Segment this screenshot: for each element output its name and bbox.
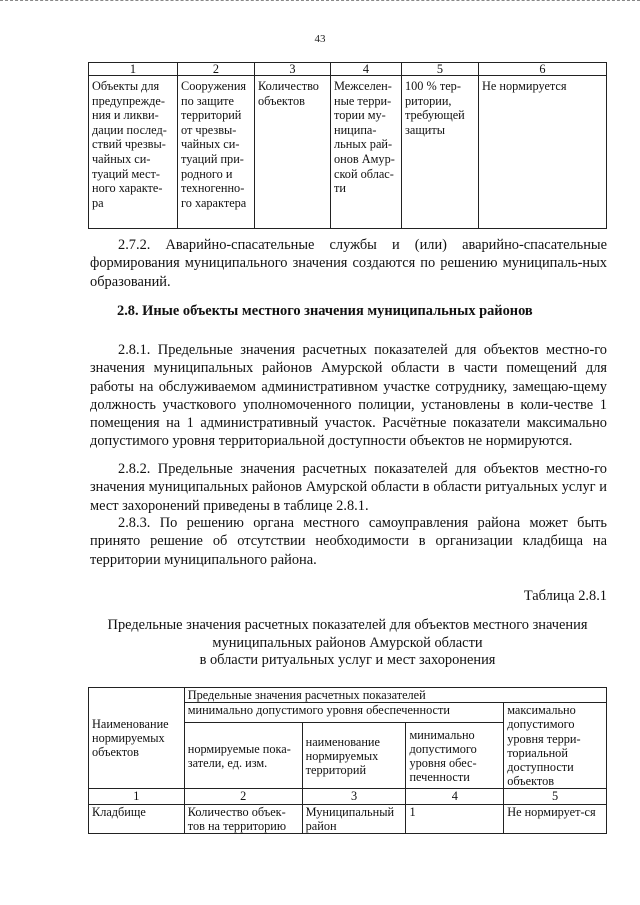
table-header-cell: минимально допустимого уровня обеспеченности	[184, 703, 503, 723]
table-cell: 1	[406, 804, 504, 833]
table-header-row	[89, 63, 607, 76]
table-header-cell: Предельные значения расчетных показателей	[184, 688, 606, 703]
table-title-line: в области ритуальных услуг и мест захоронения	[199, 652, 496, 668]
table-header-cell: 1	[89, 789, 185, 804]
section-heading-2-8: 2.8. Иные объекты местного значения муниципальных районов	[117, 303, 533, 319]
table-header-cell	[504, 703, 607, 789]
table-header-cell: 3	[255, 63, 331, 76]
table-row	[89, 76, 607, 229]
max-group-rest: допустимого уровня терри-ториальной доступности объектов	[507, 717, 581, 789]
paragraph-2-8-1: 2.8.1. Предельные значения расчетных показателей для объектов местно-го значения муниципальных районов Амурской области в части помещений для работы на обслуживаемом административном участке сотруднику, замещаю-щему должность участкового уполномоченного полиции, установлены в коли-честве 1 помещения на 1 административный участок. Расчётные показатели максимально допустимого уровня территориальной доступности объектов не нормируются.	[90, 342, 607, 450]
table-cell: 100 % тер-ритории, требующей защиты	[402, 76, 479, 229]
table-title-line: Предельные значения расчетных показателей для объектов местного значения	[107, 617, 588, 633]
table-title	[88, 617, 607, 670]
table-cell: Количество объек-тов на территорию	[184, 804, 302, 833]
table-row	[89, 804, 607, 833]
table-header-row	[89, 688, 607, 703]
table-cell: Не нормирует-ся	[504, 804, 607, 833]
max-group-top: максимально	[507, 703, 576, 718]
table-header-cell: 2	[184, 789, 302, 804]
table-header-cell: 2	[178, 63, 255, 76]
table-cell: Количество объектов	[255, 76, 331, 229]
table-header-cell: 1	[89, 63, 178, 76]
table-header-cell: нормируемые пока-затели, ед. изм.	[184, 723, 302, 789]
table-header-cell: 5	[504, 789, 607, 804]
page-number: 43	[314, 33, 326, 45]
table-cell: Межселен-ные терри-тории му-ниципа-льных рай-онов Амур-ской облас-ти	[331, 76, 402, 229]
table-header-cell: 4	[331, 63, 402, 76]
table-civil-protection	[88, 62, 607, 229]
table-title-line: муниципальных районов Амурской области	[212, 634, 483, 651]
table-cell: Не нормируется	[479, 76, 607, 229]
table-header-cell: минимально допустимого уровня обес-печенности	[406, 723, 504, 789]
table-cell: Объекты для предупрежде-ния и ликви-дации послед-ствий чрезвы-чайных си-туаций мест-ного характе-ра	[89, 76, 178, 229]
table-number-row	[89, 789, 607, 804]
paragraph-2-7-2: 2.7.2. Аварийно-спасательные службы и (или) аварийно-спасательные формирования муниципального значения создаются по решению муниципаль-ных образований.	[90, 237, 607, 290]
table-cell: Сооружения по защите территорий от чрезвы-чайных си-туаций при-родного и техногенно-го характера	[178, 76, 255, 229]
table-ritual-services	[88, 687, 607, 834]
table-header-cell: 3	[302, 789, 406, 804]
table-header-cell: Наименование нормируемых объектов	[89, 688, 185, 789]
page-top-border	[0, 0, 640, 1]
paragraph-2-8-3: 2.8.3. По решению органа местного самоуправления района может быть принято решение об отсутствии необходимости в организации кладбища на территории муниципального района.	[90, 515, 607, 568]
table-header-cell: 6	[479, 63, 607, 76]
table-cell: Муниципальный район	[302, 804, 406, 833]
table-header-cell: наименование нормируемых территорий	[302, 723, 406, 789]
table-label: Таблица 2.8.1	[523, 588, 607, 604]
table-header-cell: 4	[406, 789, 504, 804]
table-cell: Кладбище	[89, 804, 185, 833]
table-header-cell: 5	[402, 63, 479, 76]
paragraph-2-8-2: 2.8.2. Предельные значения расчетных показателей для объектов местно-го значения муниципальных районов Амурской области в области ритуальных услуг и мест захоронений приведены в таблице 2.8.1.	[90, 461, 607, 514]
